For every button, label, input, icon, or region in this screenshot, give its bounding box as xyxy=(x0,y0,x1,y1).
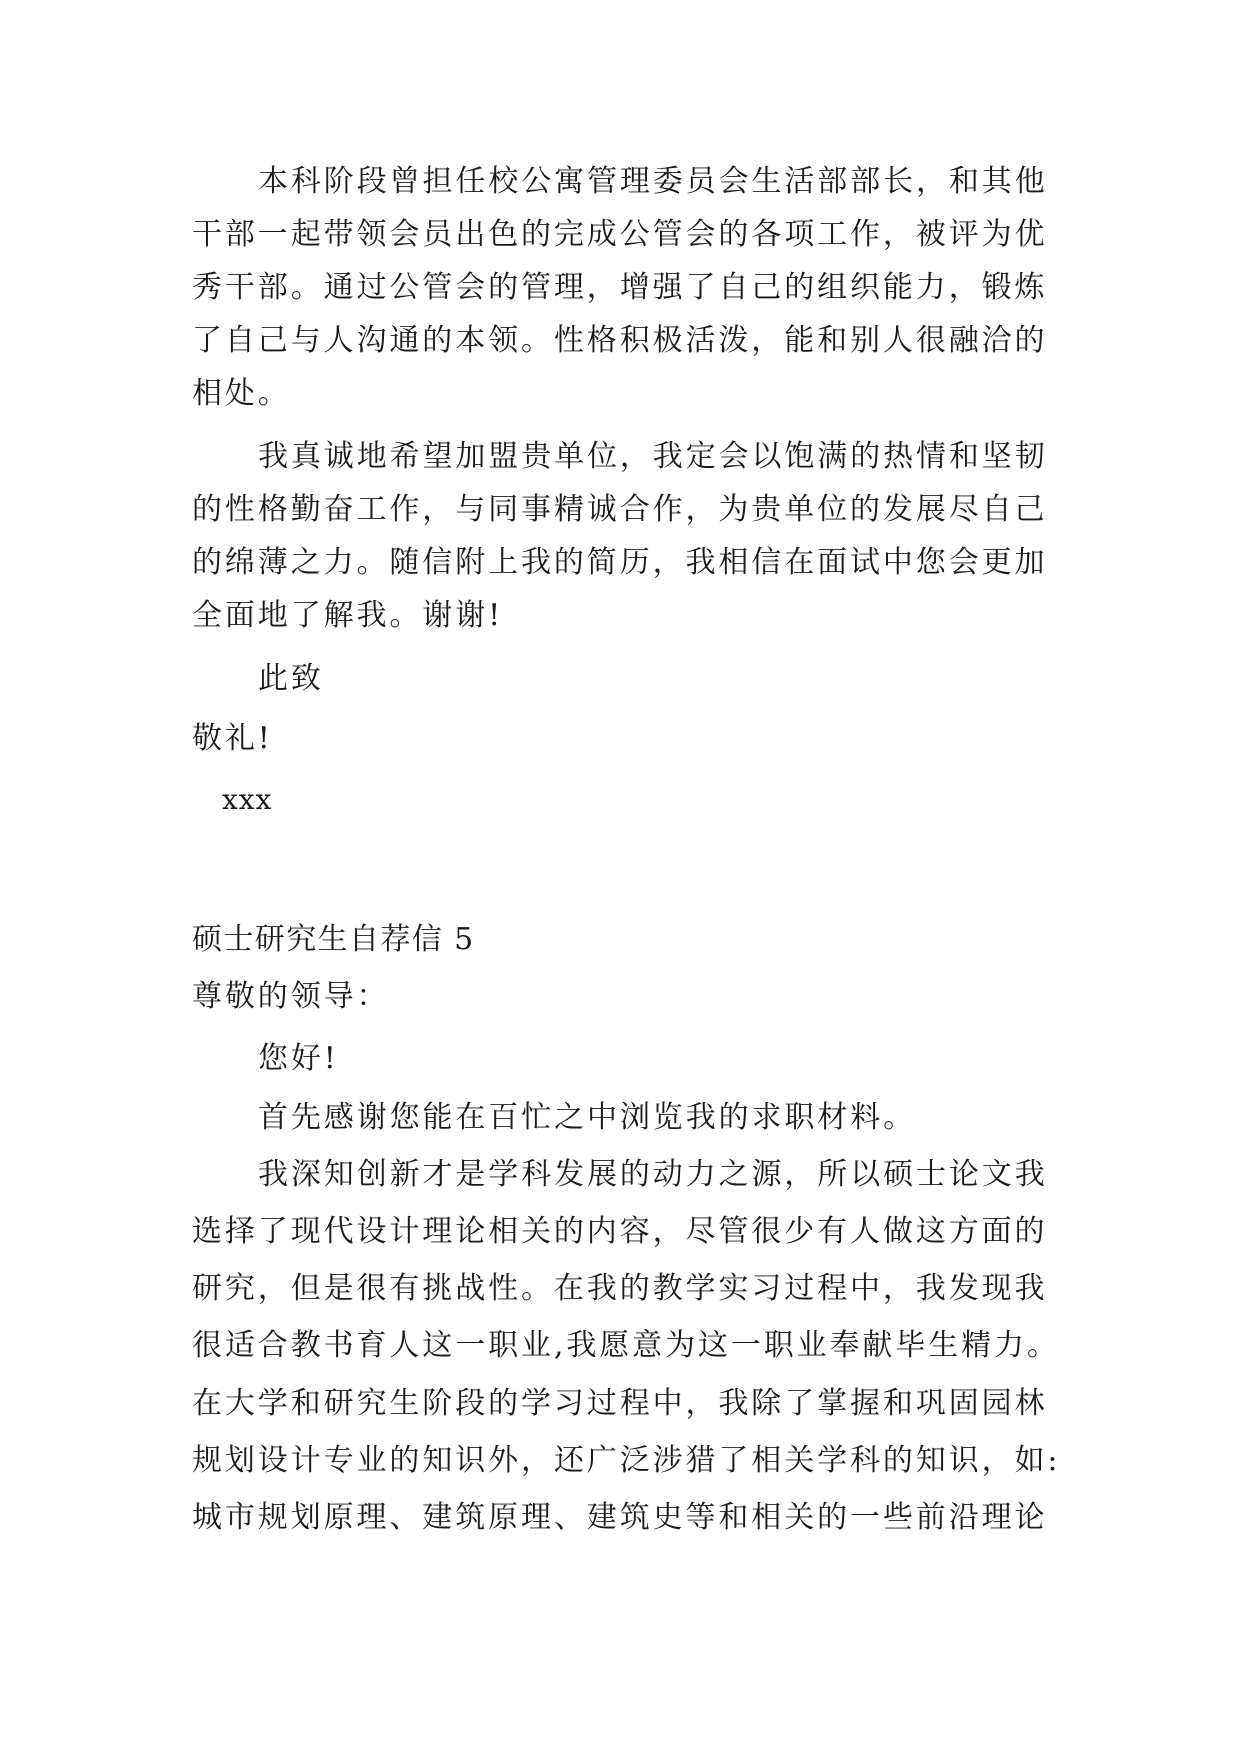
signature: xxx xyxy=(222,783,273,816)
closing-phrase: 此致 xyxy=(258,661,324,696)
paragraph-4-line-4: 很适合教书育人这一职业,我愿意为这一职业奉献毕生精力。 xyxy=(192,1328,1060,1363)
section-title: 硕士研究生自荐信 5 xyxy=(192,922,475,957)
paragraph-2-line-2: 的性格勤奋工作，与同事精诚合作，为贵单位的发展尽自己 xyxy=(192,492,1048,527)
paragraph-1-line-2: 干部一起带领会员出色的完成公管会的各项工作，被评为优 xyxy=(192,217,1048,252)
paragraph-4-line-5: 在大学和研究生阶段的学习过程中，我除了掌握和巩固园林 xyxy=(192,1386,1048,1421)
paragraph-4-line-1: 我深知创新才是学科发展的动力之源，所以硕士论文我 xyxy=(258,1157,1048,1192)
paragraph-2-line-1: 我真诚地希望加盟贵单位，我定会以饱满的热情和坚韧 xyxy=(258,439,1048,474)
closing-salute: 敬礼! xyxy=(192,721,273,756)
paragraph-4-line-6: 规划设计专业的知识外，还广泛涉猎了相关学科的知识，如: xyxy=(192,1443,1061,1478)
salutation: 尊敬的领导： xyxy=(192,979,390,1014)
paragraph-2-line-3: 的绵薄之力。随信附上我的简历，我相信在面试中您会更加 xyxy=(192,545,1048,580)
paragraph-1-line-3: 秀干部。通过公管会的管理，增强了自己的组织能力，锻炼 xyxy=(192,270,1048,305)
paragraph-3: 首先感谢您能在百忙之中浏览我的求职材料。 xyxy=(258,1100,916,1135)
paragraph-4-line-7: 城市规划原理、建筑原理、建筑史等和相关的一些前沿理论 xyxy=(192,1500,1048,1535)
paragraph-4-line-2: 选择了现代设计理论相关的内容，尽管很少有人做这方面的 xyxy=(192,1214,1048,1249)
paragraph-1-line-4: 了自己与人沟通的本领。性格积极活泼，能和别人很融洽的 xyxy=(192,323,1048,358)
paragraph-1-line-1: 本科阶段曾担任校公寓管理委员会生活部部长，和其他 xyxy=(258,164,1048,199)
greeting: 您好! xyxy=(258,1041,339,1076)
paragraph-1-line-5: 相处。 xyxy=(192,376,291,411)
paragraph-4-line-3: 研究，但是很有挑战性。在我的教学实习过程中，我发现我 xyxy=(192,1271,1048,1306)
paragraph-2-line-4: 全面地了解我。谢谢! xyxy=(192,598,504,633)
